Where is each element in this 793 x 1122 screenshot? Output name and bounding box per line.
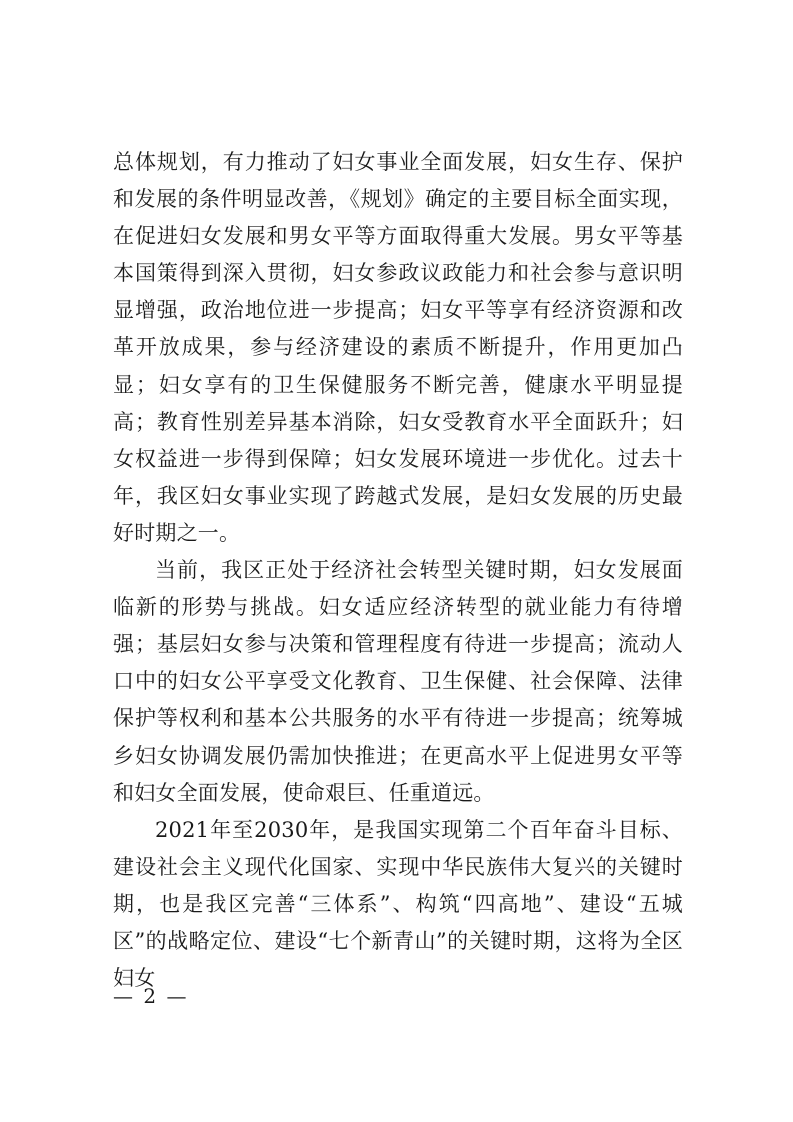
paragraph-continuation: 总体规划，有力推动了妇女事业全面发展，妇女生存、保护和发展的条件明显改善，《规划》确定的主要目标全面实现，在促进妇女发展和男女平等方面取得重大发展。男女平等基本国策得到深入贯彻，妇女参政议政能力和社会参与意识明显增强，政治地位进一步提高；妇女平等享有经济资源和改革开放成果，参与经济建设的素质不断提升，作用更加凸显；妇女享有的卫生保健服务不断完善，健康水平明显提高；教育性别差异基本消除，妇女受教育水平全面跃升；妇女权益进一步得到保障；妇女发展环境进一步优化。过去十年，我区妇女事业实现了跨越式发展，是妇女发展的历史最好时期之一。 [113,150,683,545]
body-text [113,144,683,997]
paragraph-2021-2030: 2021年至2030年，是我国实现第二个百年奋斗目标、建设社会主义现代化国家、实现中华民族伟大复兴的关键时期，也是我区完善“三体系”、构筑“四高地”、建设“五城区”的战略定位、建设“七个新青山”的关键时期，这将为全区妇女 [113,817,683,991]
page-number: — 2 — [113,984,189,1008]
paragraph-current-situation: 当前，我区正处于经济社会转型关键时期，妇女发展面临新的形势与挑战。妇女适应经济转型的就业能力有待增强；基层妇女参与决策和管理程度有待进一步提高；流动人口中的妇女公平享受文化教育、卫生保健、社会保障、法律保护等权利和基本公共服务的水平有待进一步提高；统筹城乡妇女协调发展仍需加快推进；在更高水平上促进男女平等和妇女全面发展，使命艰巨、任重道远。 [113,558,683,805]
